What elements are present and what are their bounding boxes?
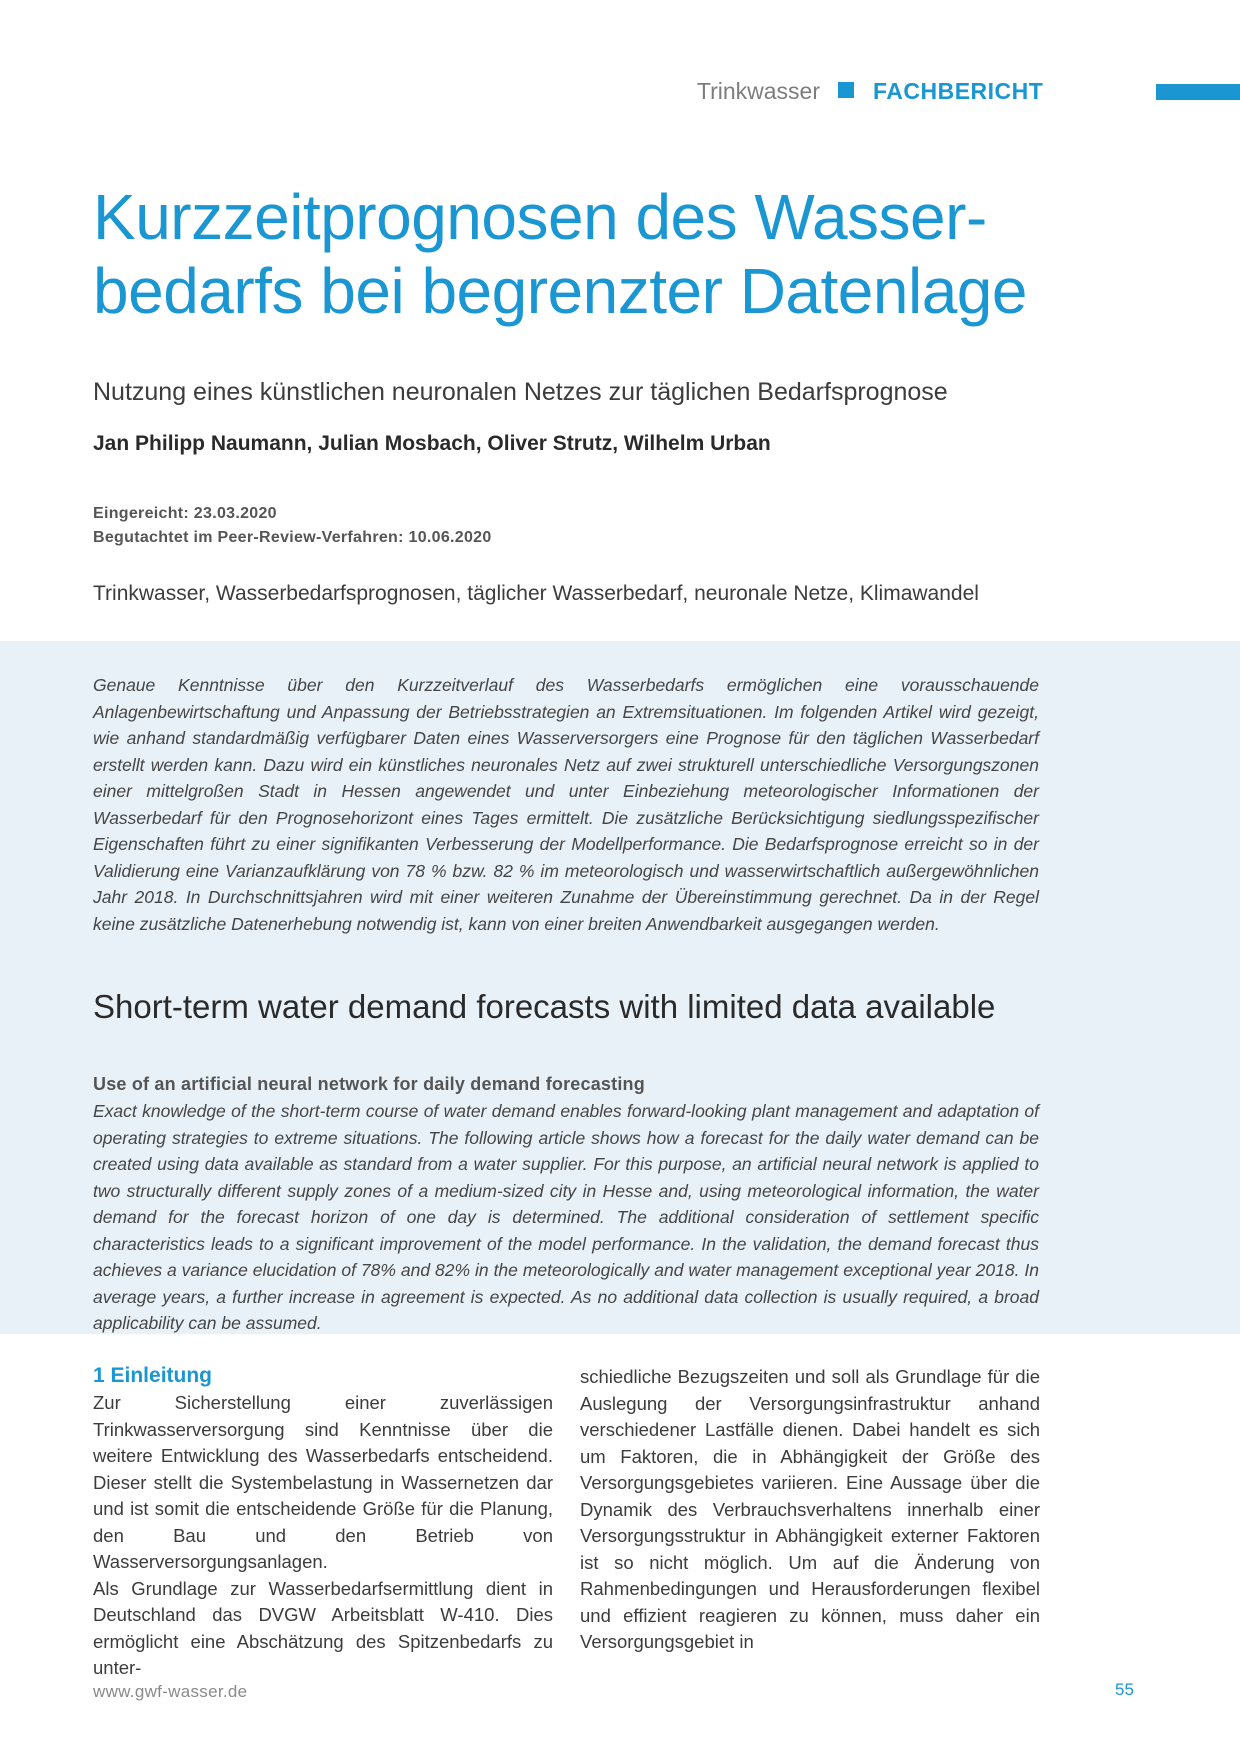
page-number: 55	[1115, 1680, 1134, 1699]
abstract-german: Genaue Kenntnisse über den Kurzzeitverlauf des Wasserbedarfs ermöglichen eine vorausschauende Anlagenbewirtschaftung und Anpassung der Betriebsstrategien an Extremsituationen. Im folgenden Artikel wird gezeigt, wie anhand standardmäßig verfügbarer Daten eines Wasserversorgers eine Prognose für den täglichen Wasserbedarf erstellt werden kann. Dazu wird ein künstliches neuronales Netz auf zwei strukturell unterschiedliche Versorgungszonen einer mittelgroßen Stadt in Hessen angewendet und unter Einbeziehung meteorologischer Informationen der Wasserbedarf für den Prognosehorizont eines Tages ermittelt. Die zusätzliche Berücksichtigung siedlungsspezifischer Eigenschaften führt zu einer signifikanten Verbesserung der Modellperformance. Die Bedarfsprognose erreicht so in der Validierung eine Varianzaufklärung von 78 % bzw. 82 % im meteorologisch und wasserwirtschaftlich außergewöhnlichen Jahr 2018. In Durchschnittsjahren wird mit einer weiteren Zunahme der Übereinstimmung gerechnet. Da in der Regel keine zusätzliche Datenerhebung notwendig ist, kann von einer breiten Anwendbarkeit ausgegangen werden.	[93, 675, 1039, 934]
header-section-label: Trinkwasser	[696, 78, 820, 104]
header-article-type: FACHBERICHT	[873, 78, 1044, 104]
article-authors: Jan Philipp Naumann, Julian Mosbach, Oliver Strutz, Wilhelm Urban	[93, 432, 771, 455]
article-title	[93, 180, 1153, 328]
reviewed-date: Begutachtet im Peer-Review-Verfahren: 10.06.2020	[93, 529, 492, 546]
footer-website-link[interactable]: www.gwf-wasser.de	[93, 1682, 248, 1701]
header-accent-bar	[1156, 84, 1240, 100]
body-paragraph: Zur Sicherstellung einer zuverlässigen Trinkwasserversorgung sind Kenntnisse über die weitere Entwicklung des Wasserbedarfs entscheidend. Dieser stellt die Systembelastung in Wassernetzen dar und ist somit die entscheidende Größe für die Planung, den Bau und den Betrieb von Wasserversorgungsanlagen.	[93, 1392, 553, 1572]
submitted-date: Eingereicht: 23.03.2020	[93, 505, 277, 522]
body-paragraph: schiedliche Bezugszeiten und soll als Grundlage für die Auslegung der Versorgungsinfrastruktur anhand verschiedener Lastfälle dienen. Dabei handelt es sich um Faktoren, die in Abhängigkeit der Größe des Versorgungsgebietes variieren. Eine Aussage über die Dynamik des Verbrauchsverhaltens innerhalb einer Versorgungsstruktur in Abhängigkeit externer Faktoren ist so nicht möglich. Um auf die Änderung von Rahmenbedingungen und Herausforderungen flexibel und effizient reagieren zu können, muss daher ein Versorgungsgebiet in	[580, 1366, 1040, 1652]
article-subtitle: Nutzung eines künstlichen neuronalen Netzes zur täglichen Bedarfsprognose	[93, 378, 948, 406]
keywords: Trinkwasser, Wasserbedarfsprognosen, täglicher Wasserbedarf, neuronale Netze, Klimawandel	[93, 582, 979, 605]
section-heading-introduction: 1 Einleitung	[93, 1364, 213, 1387]
header-square-marker	[838, 82, 854, 98]
body-column-left	[93, 1390, 553, 1682]
english-subtitle: Use of an artificial neural network for daily demand forecasting	[93, 1074, 645, 1094]
english-title: Short-term water demand forecasts with limited data available	[93, 988, 996, 1025]
body-paragraph: Als Grundlage zur Wasserbedarfsermittlung dient in Deutschland das DVGW Arbeitsblatt W-410. Dies ermöglicht eine Abschätzung des Spitzenbedarfs zu unter-	[93, 1577, 553, 1678]
abstract-english: Exact knowledge of the short-term course of water demand enables forward-looking plant management and adaptation of operating strategies to extreme situations. The following article shows how a forecast for the daily water demand can be created using data available as standard from a water supplier. For this purpose, an artificial neural network is applied to two structurally different supply zones of a medium-sized city in Hesse and, using meteorological information, the water demand for the forecast horizon of one day is determined. The additional consideration of settlement specific characteristics leads to a significant improvement of the model performance. In the validation, the demand forecast thus achieves a variance elucidation of 78% and 82% in the meteorologically and water management exceptional year 2018. In average years, a further increase in agreement is expected. As no additional data collection is usually required, a broad applicability can be assumed.	[93, 1101, 1039, 1333]
article-title-text: Kurzzeitprognosen des Wasser-bedarfs bei begrenzter Datenlage	[93, 181, 1027, 327]
body-column-right	[580, 1364, 1040, 1656]
